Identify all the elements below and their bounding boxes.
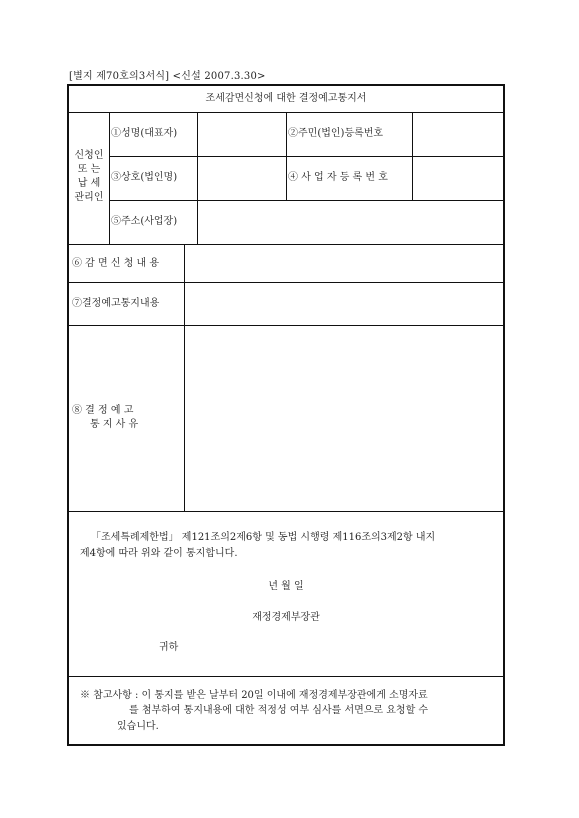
applicant-group-divider bbox=[109, 112, 110, 244]
reason-row-divider bbox=[69, 511, 503, 512]
statement-line-2: 제4항에 따라 위와 같이 통지합니다. bbox=[80, 548, 238, 559]
decision-notice-value-field[interactable] bbox=[187, 285, 501, 323]
name-value-field[interactable] bbox=[199, 116, 284, 154]
note-line-2: 를 첨부하여 통지내용에 대한 적정성 여부 심사를 서면으로 요청할 수 bbox=[129, 705, 429, 716]
statement-divider bbox=[69, 676, 503, 677]
decision-notice-label: ⑦결정예고통지내용 bbox=[72, 298, 160, 309]
resident-number-label: ②주민(법인)등록번호 bbox=[288, 128, 384, 139]
reason-value-field[interactable] bbox=[187, 328, 501, 508]
recipient-label: 귀하 bbox=[159, 642, 179, 653]
business-number-value-field[interactable] bbox=[414, 160, 500, 198]
label-value-divider-2 bbox=[286, 112, 287, 200]
note-line-3: 있습니다. bbox=[117, 721, 159, 732]
address-value-field[interactable] bbox=[199, 204, 499, 242]
applicant-bottom-divider bbox=[69, 244, 503, 245]
form-title: 조세감면신청에 대한 결정예고통지서 bbox=[205, 93, 367, 104]
reason-label-line-2: 통 지 사 유 bbox=[90, 419, 139, 430]
notice-row-divider bbox=[69, 325, 503, 326]
reduction-request-value-field[interactable] bbox=[187, 247, 501, 280]
trade-name-value-field[interactable] bbox=[199, 160, 284, 198]
applicant-group-label bbox=[70, 149, 108, 205]
applicant-row-divider-2 bbox=[109, 200, 503, 201]
label-value-divider-1 bbox=[197, 112, 198, 244]
form-number-note: [별지 제70호의3서식] <신설 2007.3.30> bbox=[69, 71, 266, 82]
applicant-row-divider-1 bbox=[109, 156, 503, 157]
address-label: ⑤주소(사업장) bbox=[111, 216, 178, 227]
reduction-request-label: ⑥ 감 면 신 청 내 용 bbox=[72, 258, 160, 269]
reason-label-line-1: ⑧ 결 정 예 고 bbox=[72, 405, 134, 416]
name-label: ①성명(대표자) bbox=[111, 128, 178, 139]
trade-name-label: ③상호(법인명) bbox=[111, 172, 178, 183]
note-line-1: ※ 참고사항 : 이 통지를 받은 날부터 20일 이내에 재정경제부장관에게 소명자료 bbox=[80, 690, 428, 701]
reason-label bbox=[72, 404, 182, 432]
statement-line-1: 「조세특례제한법」 제121조의2제6항 및 동법 시행령 제116조의3제2항 내지 bbox=[91, 532, 436, 543]
label-value-divider-3 bbox=[412, 112, 413, 200]
notice-form bbox=[67, 84, 505, 746]
applicant-group-line-1: 신청인 bbox=[74, 150, 104, 161]
business-number-label: ④ 사 업 자 등 록 번 호 bbox=[288, 172, 388, 183]
applicant-group-line-2: 또 는 bbox=[77, 164, 101, 175]
lower-label-divider bbox=[184, 244, 185, 511]
date-line: 년 월 일 bbox=[268, 581, 304, 592]
issuer-name: 재정경제부장관 bbox=[252, 612, 320, 623]
reduction-row-divider bbox=[69, 282, 503, 283]
resident-number-value-field[interactable] bbox=[414, 116, 500, 154]
applicant-group-line-3: 납 세 bbox=[77, 178, 101, 189]
applicant-group-line-4: 관리인 bbox=[74, 192, 104, 203]
